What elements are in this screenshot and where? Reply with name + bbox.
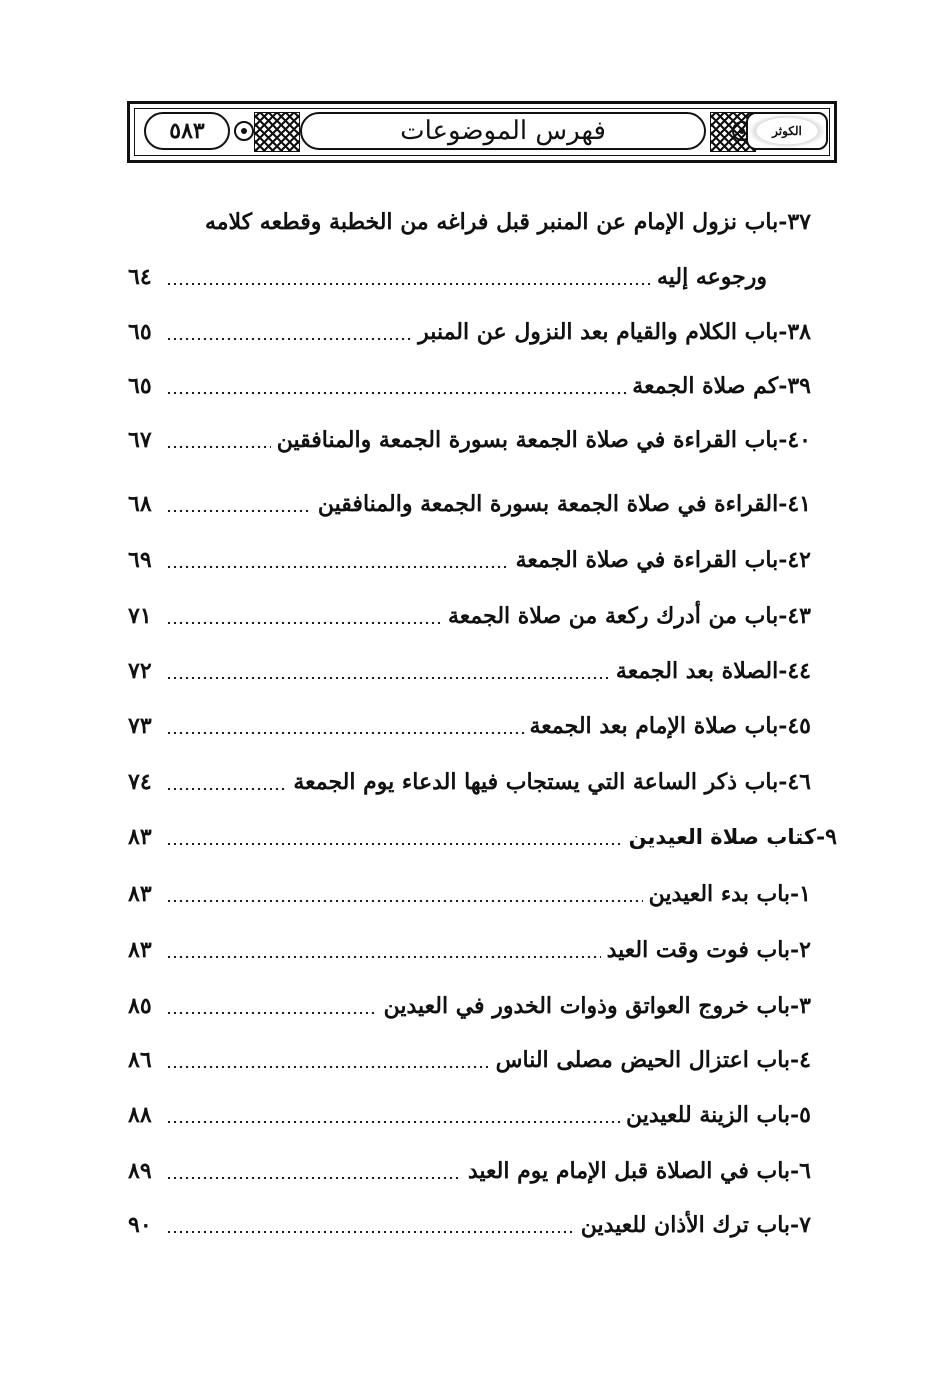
entry-number: ٤- xyxy=(790,1047,811,1073)
entry-number: ٤٠- xyxy=(778,427,811,453)
entry-title: باب نزول الإمام عن المنبر قبل فراغه من الخطبة وقطعه كلامه xyxy=(204,209,779,235)
entry-number: ٣٩- xyxy=(778,373,811,399)
toc-entry xyxy=(128,874,811,914)
entry-number: ٧- xyxy=(790,1212,811,1238)
entry-title: باب ذكر الساعة التي يستجاب فيها الدعاء يوم الجمعة xyxy=(293,769,779,795)
leader-dots xyxy=(166,1066,490,1068)
toc-entry xyxy=(128,986,811,1026)
entry-number: ٥- xyxy=(790,1102,811,1128)
entry-title: القراءة في صلاة الجمعة بسورة الجمعة والمنافقين xyxy=(317,491,779,517)
entry-title: باب صلاة الإمام بعد الجمعة xyxy=(529,713,779,739)
entry-page: ٨٣ xyxy=(128,881,152,907)
leader-dots xyxy=(166,283,651,285)
leader-dots xyxy=(166,1012,378,1014)
entry-page: ٧٤ xyxy=(128,769,152,795)
leader-dots xyxy=(166,1231,575,1233)
toc-entry xyxy=(128,762,811,802)
entry-title: باب خروج العواتق وذوات الخدور في العيدين xyxy=(383,993,791,1019)
entry-page: ٨٣ xyxy=(128,824,152,850)
leader-dots xyxy=(166,788,287,790)
leader-dots xyxy=(166,622,442,624)
entry-page: ٦٩ xyxy=(128,547,152,573)
entry-number: ٤٢- xyxy=(778,547,811,573)
entry-page: ٦٤ xyxy=(128,264,152,290)
entry-title: باب القراءة في صلاة الجمعة بسورة الجمعة والمنافقين xyxy=(276,427,779,453)
entry-page: ٧٢ xyxy=(128,658,152,684)
leader-dots xyxy=(166,956,601,958)
entry-number: ٤٤- xyxy=(778,658,811,684)
entry-title: باب اعتزال الحيض مصلى الناس xyxy=(495,1047,791,1073)
entry-number: ٣٧- xyxy=(778,209,811,235)
entry-title: باب القراءة في صلاة الجمعة xyxy=(515,547,779,573)
entry-title: كتاب صلاة العيدين xyxy=(628,825,817,849)
leader-dots xyxy=(166,1177,462,1179)
leader-dots xyxy=(166,392,626,394)
entry-title: باب في الصلاة قبل الإمام يوم العيد xyxy=(467,1158,791,1184)
page-number: ٥٨٣ xyxy=(144,112,230,150)
leader-dots xyxy=(166,900,643,902)
entry-page: ٦٧ xyxy=(128,427,152,453)
publisher-seal-logo: الكوثر xyxy=(746,112,828,150)
leader-dots xyxy=(166,677,610,679)
page-title: فهرس الموضوعات xyxy=(300,112,706,150)
entry-title: باب بدء العيدين xyxy=(648,881,791,907)
toc-entry xyxy=(128,1040,811,1080)
entry-title: باب الكلام والقيام بعد النزول عن المنبر xyxy=(418,319,779,345)
leader-dots xyxy=(166,510,312,512)
toc-entry xyxy=(128,312,811,352)
entry-number: ٣- xyxy=(790,993,811,1019)
entry-number: ٤١- xyxy=(778,491,811,517)
entry-page: ٨٨ xyxy=(128,1102,152,1128)
toc-entry xyxy=(128,540,811,580)
entry-page: ٦٥ xyxy=(128,319,152,345)
toc-entry xyxy=(128,651,811,691)
entry-title: الصلاة بعد الجمعة xyxy=(615,658,779,684)
toc-entry xyxy=(128,1151,811,1191)
toc-entry xyxy=(128,420,811,460)
toc-entry xyxy=(128,366,811,406)
entry-number: ٤٦- xyxy=(778,769,811,795)
toc-entry xyxy=(128,484,811,524)
entry-page: ٨٦ xyxy=(128,1047,152,1073)
entry-page: ٨٩ xyxy=(128,1158,152,1184)
entry-number: ٤٣- xyxy=(778,603,811,629)
toc-chapter-entry xyxy=(128,817,837,857)
entry-title: ورجوعه إليه xyxy=(656,264,767,290)
leader-dots xyxy=(166,843,623,845)
leader-dots xyxy=(166,338,412,340)
entry-page: ٨٣ xyxy=(128,937,152,963)
entry-title: باب الزينة للعيدين xyxy=(626,1102,791,1128)
toc-entry xyxy=(128,1205,811,1245)
entry-page: ٦٨ xyxy=(128,491,152,517)
leader-dots xyxy=(166,1121,620,1123)
entry-page: ٧٣ xyxy=(128,713,152,739)
entry-title: باب من أدرك ركعة من صلاة الجمعة xyxy=(448,603,779,629)
entry-title: باب ترك الأذان للعيدين xyxy=(580,1212,791,1238)
toc-entry xyxy=(128,706,811,746)
entry-number: ١- xyxy=(790,881,811,907)
entry-number: ٦- xyxy=(790,1158,811,1184)
entry-number: ٩- xyxy=(816,824,837,850)
entry-title: كم صلاة الجمعة xyxy=(632,373,779,399)
leader-dots xyxy=(166,446,271,448)
entry-page: ٧١ xyxy=(128,603,152,629)
toc-entry xyxy=(128,930,811,970)
toc-entry xyxy=(128,1095,811,1135)
toc-entry xyxy=(128,257,811,297)
entry-number: ٣٨- xyxy=(778,319,811,345)
entry-number: ٤٥- xyxy=(778,713,811,739)
leader-dots xyxy=(166,732,524,734)
entry-title: باب فوت وقت العيد xyxy=(606,937,791,963)
entry-page: ٨٥ xyxy=(128,993,152,1019)
toc-entry xyxy=(128,596,811,636)
entry-page: ٦٥ xyxy=(128,373,152,399)
toc-entry xyxy=(128,202,811,242)
entry-page: ٩٠ xyxy=(128,1212,152,1238)
leader-dots xyxy=(166,566,510,568)
entry-number: ٢- xyxy=(790,937,811,963)
